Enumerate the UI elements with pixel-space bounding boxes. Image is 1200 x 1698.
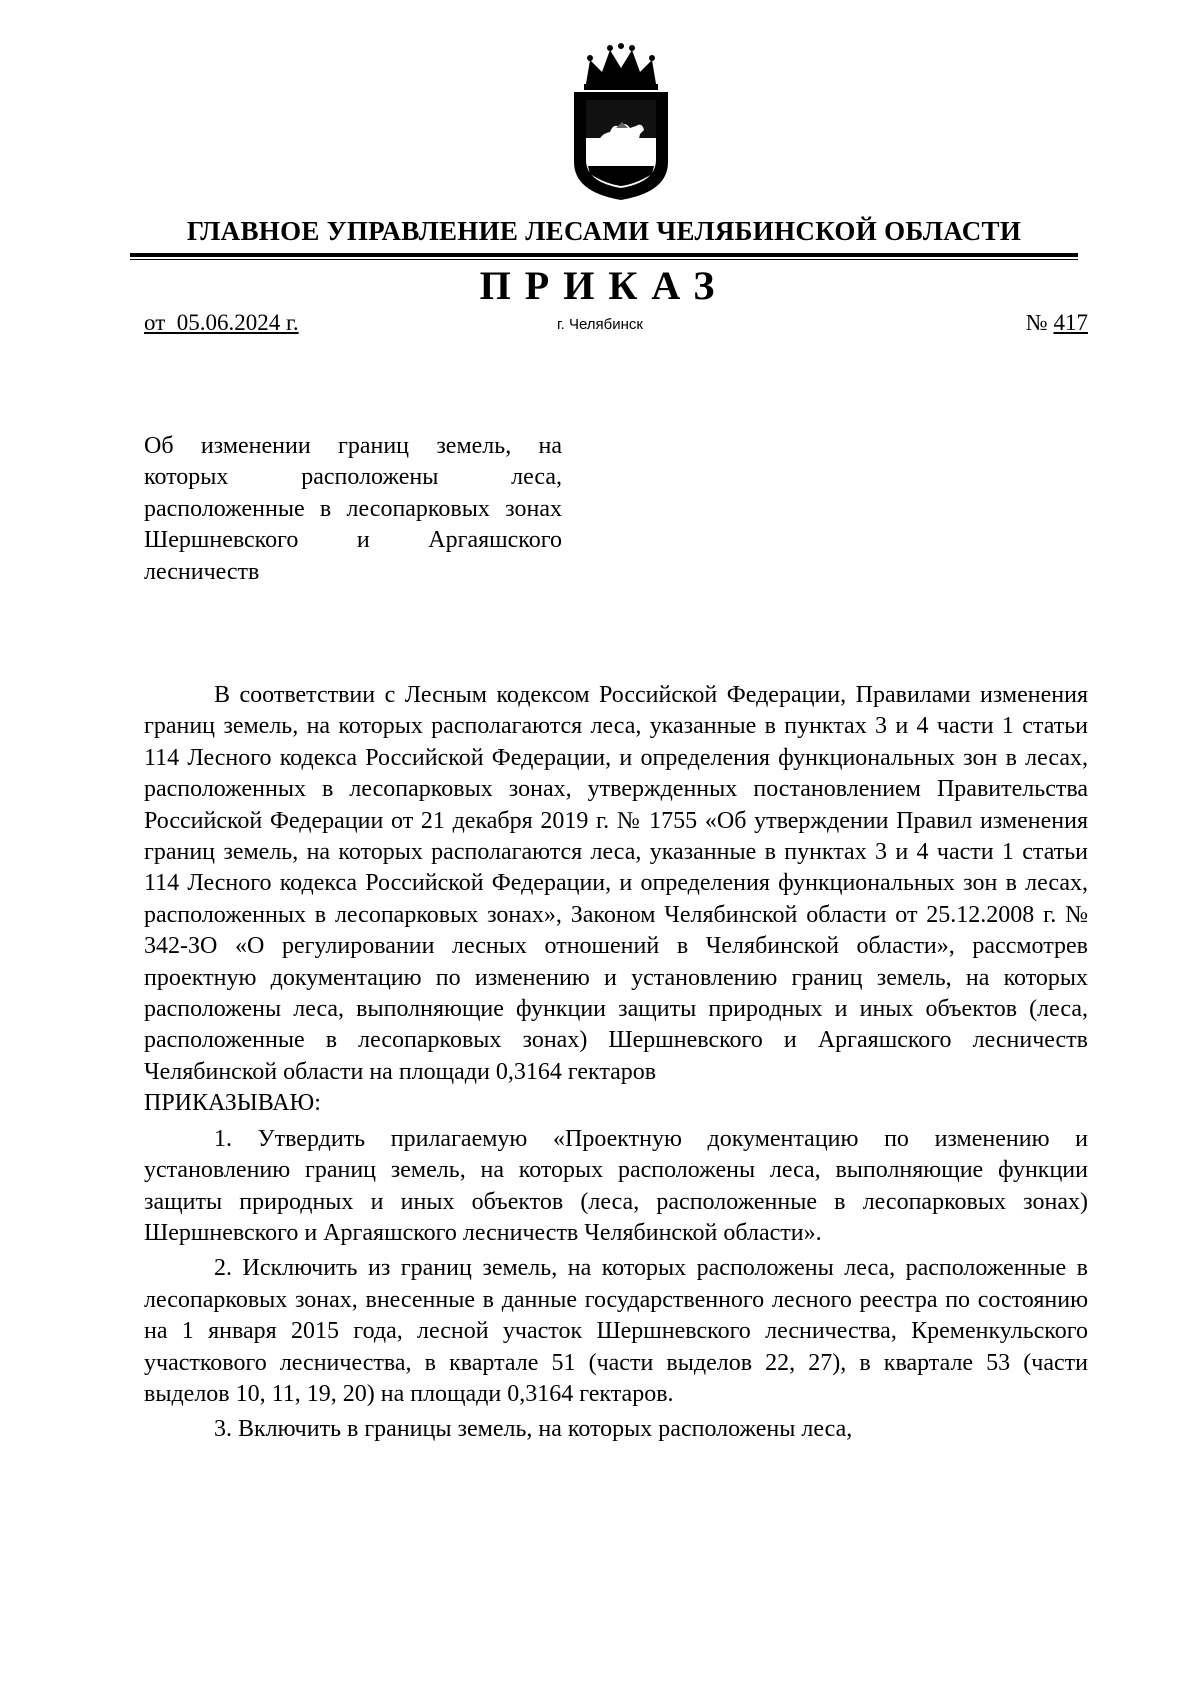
document-title: ПРИКАЗ [479,263,729,308]
header-rule-thin [130,259,1078,260]
order-item-3: 3. Включить в границы земель, на которых расположены леса, [214,1416,853,1443]
order-item-2: 2. Исключить из границ земель, на которых расположены леса, расположенные в лесопарковых зонах, внесенные в данные государственного лесного реестра по состоянию на 1 января 2015 года, лесной участок Шершневского лесничества, Кременкульского участкового лесничества, в квартале 51 (части выделов 22, 27), в квартале 53 (части выделов 10, 11, 19, 20) на площади 0,3164 гектаров. [144,1255,1088,1407]
preamble-paragraph: В соответствии с Лесным кодексом Российской Федерации, Правилами изменения границ земель, на которых располагаются леса, указанные в пунктах 3 и 4 части 1 статьи 114 Лесного кодекса Российской Федерации, и определения функциональных зон в лесах, расположенных в лесопарковых зонах, утвержденных постановлением Правительства Российской Федерации от 21 декабря 2019 г. № 1755 «Об утверждении Правил изменения границ земель, на которых располагаются леса, указанные в пунктах 3 и 4 части 1 статьи 114 Лесного кодекса Российской Федерации, и определения функциональных зон в лесах, расположенных в лесопарковых зонах», Законом Челябинской области от 25.12.2008 г. № 342-ЗО «О регулировании лесных отношений в Челябинской области», рассмотрев проектную документацию по изменению и установлению границ земель, на которых расположены леса, выполняющие функции защиты природных и иных объектов (леса, расположенные в лесопарковых зонах) Шершневского и Аргаяшского лесничеств Челябинской области на площади 0,3164 гектаров [144,682,1088,1085]
document-subject: Об изменении границ земель, на которых расположены леса, расположенные в лесопарковых зонах Шершневского и Аргаяшского лесничеств [144,433,562,585]
coat-of-arms-icon [566,42,676,202]
document-body [144,680,1088,1446]
number-label: № [1025,310,1048,335]
document-city: г. Челябинск [556,316,643,333]
document-date: от 05.06.2024 г. [144,310,299,335]
number-value: 417 [1053,310,1088,335]
order-item-1: 1. Утвердить прилагаемую «Проектную документацию по изменению и установлению границ земель, на которых расположены леса, выполняющие функции защиты природных и иных объектов (леса, расположенные в лесопарковых зонах) Шершневского и Аргаяшского лесничеств Челябинской области». [144,1125,1088,1246]
document-number [1026,310,1088,336]
order-word: ПРИКАЗЫВАЮ: [144,1090,321,1117]
header-rule [130,253,1078,257]
organization-name: ГЛАВНОЕ УПРАВЛЕНИЕ ЛЕСАМИ ЧЕЛЯБИНСКОЙ ОБЛАСТИ [186,216,1022,246]
